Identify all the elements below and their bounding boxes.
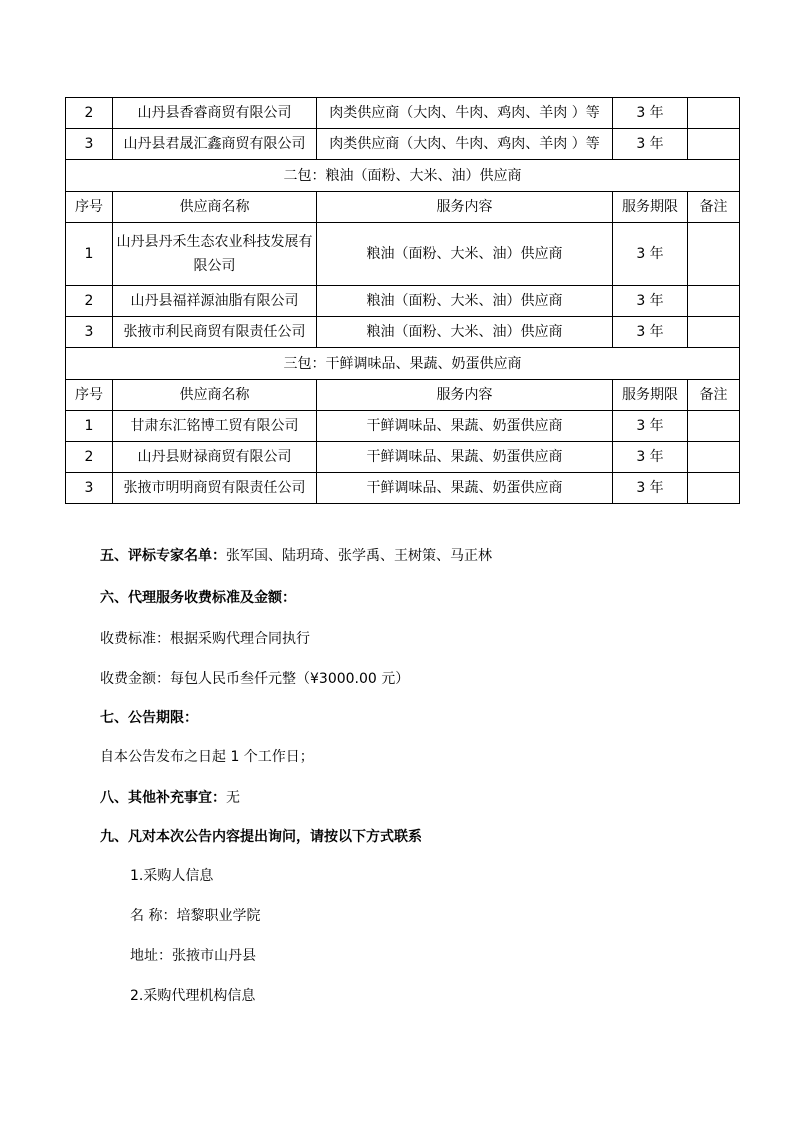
section-6-heading [100,587,296,607]
section-8-text: 无 [226,790,240,806]
cell-service: 粮油（面粉、大米、油）供应商 [317,286,613,317]
cell-supplier-name: 山丹县香睿商贸有限公司 [113,98,317,129]
cell-no: 2 [66,442,113,473]
section-9-heading [100,826,422,846]
package-title-row [66,160,740,192]
cell-supplier-name: 张掖市明明商贸有限责任公司 [113,473,317,504]
cell-note [688,317,740,348]
cell-service: 肉类供应商（大肉、牛肉、鸡肉、羊肉 ）等 [317,129,613,160]
package-2-title: 二包：粮油（面粉、大米、油）供应商 [66,160,740,192]
cell-term: 3 年 [613,411,688,442]
cell-term: 3 年 [613,286,688,317]
cell-supplier-name: 山丹县丹禾生态农业科技发展有限公司 [113,223,317,286]
cell-no: 3 [66,473,113,504]
cell-service: 干鲜调味品、果蔬、奶蛋供应商 [317,473,613,504]
cell-note [688,286,740,317]
cell-supplier-name: 山丹县福祥源油脂有限公司 [113,286,317,317]
header-note: 备注 [688,380,740,411]
table-row [66,223,740,286]
cell-note [688,442,740,473]
section-5-heading: 五、评标专家名单： [100,548,226,564]
cell-no: 1 [66,411,113,442]
package-3-title: 三包：干鲜调味品、果蔬、奶蛋供应商 [66,348,740,380]
cell-term: 3 年 [613,129,688,160]
cell-term: 3 年 [613,442,688,473]
table-header-row [66,380,740,411]
announcement-period: 自本公告发布之日起 1 个工作日； [100,749,314,765]
cell-service: 粮油（面粉、大米、油）供应商 [317,317,613,348]
cell-note [688,411,740,442]
section-8-line [100,787,240,807]
cell-term: 3 年 [613,223,688,286]
header-note: 备注 [688,192,740,223]
cell-note [688,223,740,286]
table-row [66,317,740,348]
cell-supplier-name: 甘肃东汇铭博工贸有限公司 [113,411,317,442]
header-term: 服务期限 [613,192,688,223]
cell-no: 2 [66,98,113,129]
table-row [66,473,740,504]
cell-term: 3 年 [613,98,688,129]
table-row [66,98,740,129]
purchaser-info-heading: 1.采购人信息 [130,868,214,884]
package-title-row [66,348,740,380]
cell-no: 1 [66,223,113,286]
section-5-line [100,545,492,565]
fee-amount: 收费金额：每包人民币叁仟元整（¥3000.00 元） [100,671,410,687]
header-service: 服务内容 [317,192,613,223]
table-row [66,442,740,473]
cell-no: 2 [66,286,113,317]
header-supplier-name: 供应商名称 [113,192,317,223]
purchaser-name: 名 称：培黎职业学院 [130,908,261,924]
table-header-row [66,192,740,223]
expert-list: 张军国、陆玥琦、张学禹、王树策、马正林 [226,548,492,564]
cell-service: 干鲜调味品、果蔬、奶蛋供应商 [317,442,613,473]
section-7-title: 七、公告期限： [100,710,198,726]
cell-supplier-name: 张掖市利民商贸有限责任公司 [113,317,317,348]
supplier-table [65,97,740,504]
cell-no: 3 [66,129,113,160]
section-6-title: 六、代理服务收费标准及金额： [100,590,296,606]
cell-term: 3 年 [613,317,688,348]
header-supplier-name: 供应商名称 [113,380,317,411]
header-no: 序号 [66,380,113,411]
cell-service: 干鲜调味品、果蔬、奶蛋供应商 [317,411,613,442]
cell-supplier-name: 山丹县君晟汇鑫商贸有限公司 [113,129,317,160]
table-row [66,411,740,442]
fee-standard: 收费标准：根据采购代理合同执行 [100,631,310,647]
header-no: 序号 [66,192,113,223]
agency-info-heading: 2.采购代理机构信息 [130,988,256,1004]
cell-service: 肉类供应商（大肉、牛肉、鸡肉、羊肉 ）等 [317,98,613,129]
section-9-title: 九、凡对本次公告内容提出询问，请按以下方式联系 [100,829,422,845]
table-row [66,129,740,160]
section-7-heading [100,707,198,727]
cell-note [688,129,740,160]
cell-service: 粮油（面粉、大米、油）供应商 [317,223,613,286]
cell-note [688,473,740,504]
header-term: 服务期限 [613,380,688,411]
cell-supplier-name: 山丹县财禄商贸有限公司 [113,442,317,473]
cell-term: 3 年 [613,473,688,504]
section-8-heading: 八、其他补充事宜： [100,790,226,806]
cell-no: 3 [66,317,113,348]
header-service: 服务内容 [317,380,613,411]
cell-note [688,98,740,129]
purchaser-address: 地址：张掖市山丹县 [130,948,256,964]
table-row [66,286,740,317]
